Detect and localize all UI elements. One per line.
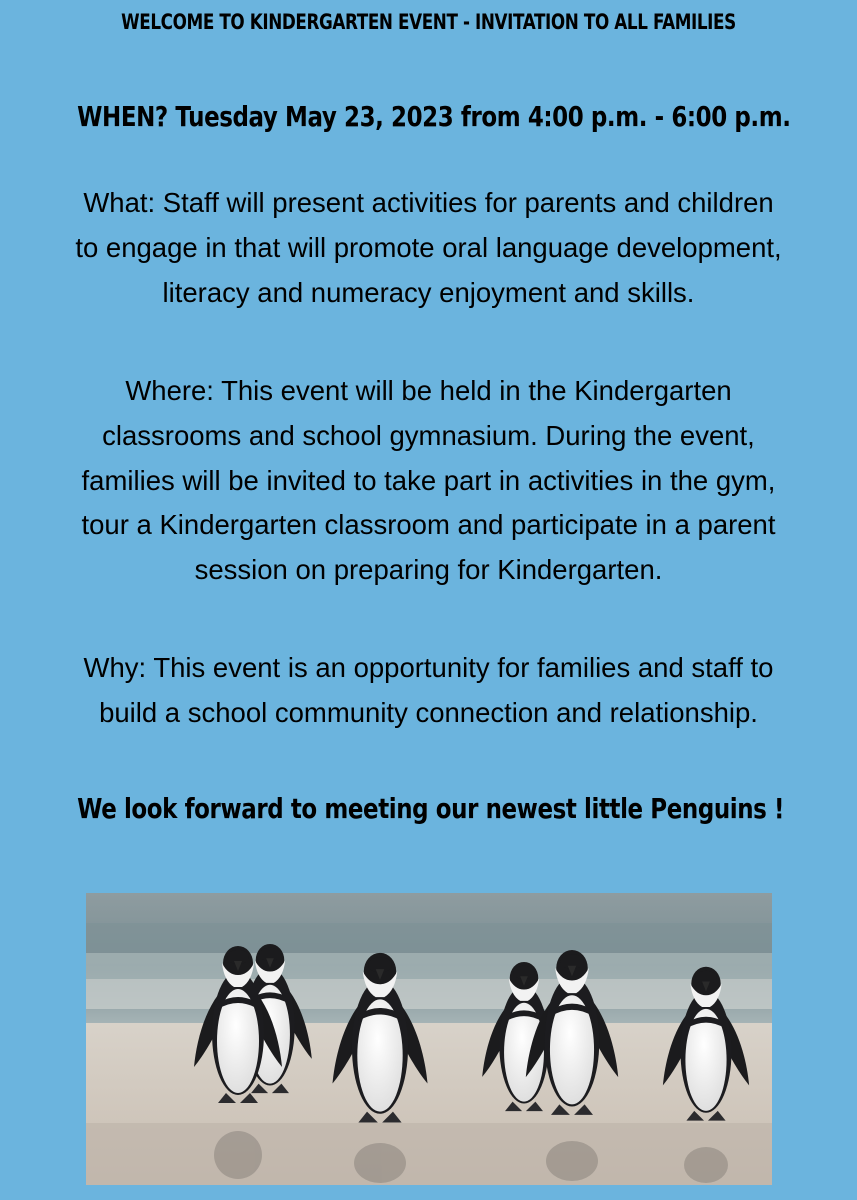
- where-line: session on preparing for Kindergarten.: [194, 554, 663, 586]
- flyer-title: WELCOME TO KINDERGARTEN EVENT - INVITATION TO ALL FAMILIES: [121, 10, 736, 34]
- why-line: build a school community connection and relationship.: [99, 696, 758, 728]
- where-line: Where: This event will be held in the Kindergarten: [125, 375, 732, 406]
- what-line: literacy and numeracy enjoyment and skills.: [162, 276, 695, 308]
- event-when: WHEN? Tuesday May 23, 2023 from 4:00 p.m. - 6:00 p.m.: [77, 100, 791, 133]
- why-paragraph: [0, 646, 857, 736]
- what-paragraph: [0, 181, 857, 315]
- where-paragraph: [0, 369, 857, 593]
- where-line: families will be invited to take part in activities in the gym,: [81, 464, 776, 496]
- closing-message: We look forward to meeting our newest little Penguins !: [77, 792, 785, 825]
- where-line: tour a Kindergarten classroom and participate in a parent: [81, 509, 776, 541]
- why-line: Why: This event is an opportunity for families and staff to: [83, 652, 774, 683]
- what-line: What: Staff will present activities for parents and children: [83, 187, 774, 218]
- where-line: classrooms and school gymnasium. During the event,: [102, 419, 755, 451]
- what-line: to engage in that will promote oral language development,: [75, 231, 782, 263]
- penguins-photo: [86, 893, 772, 1185]
